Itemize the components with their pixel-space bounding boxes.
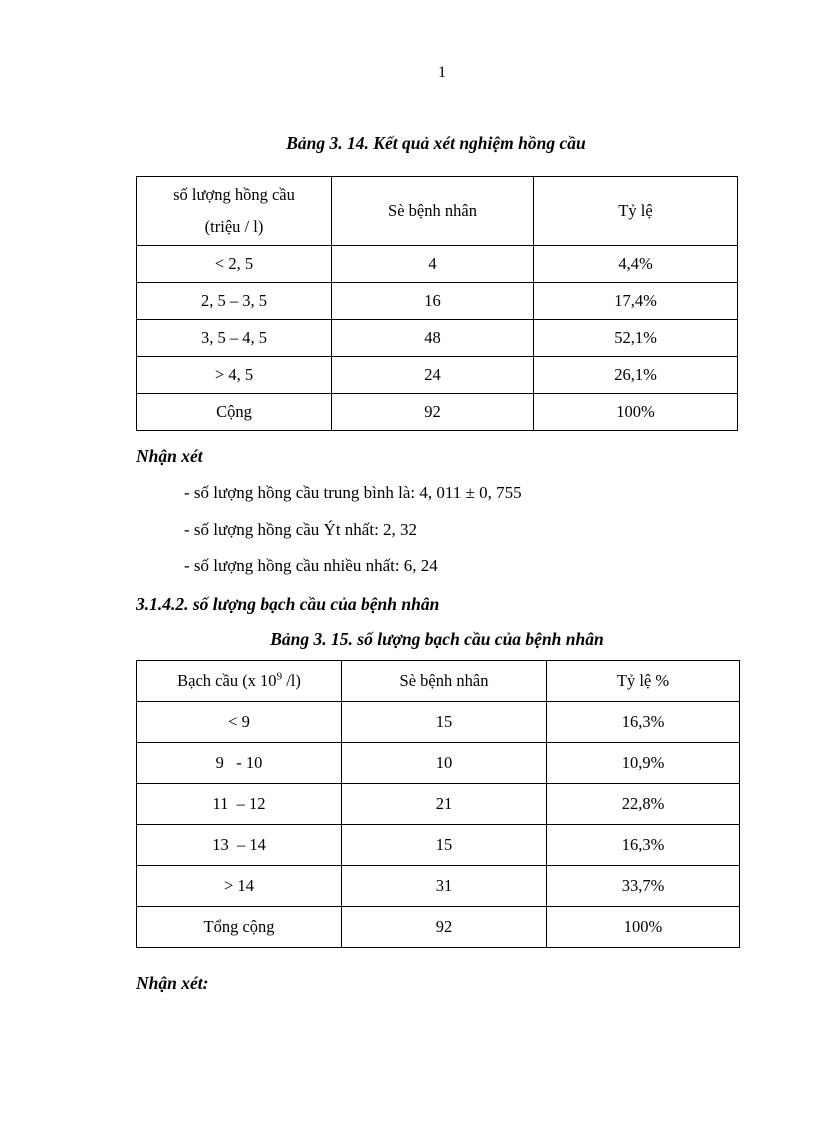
cell-count: 21 [342, 784, 547, 825]
header-rbc-line2: (triệu / l) [204, 217, 264, 236]
cell-ratio: 100% [534, 394, 738, 431]
section-heading: 3.1.4.2. số lượng bạch cầu của bệnh nhân [136, 594, 440, 614]
cell-ratio: 100% [547, 907, 740, 948]
table-row [137, 702, 740, 743]
cell-range: 11 – 12 [137, 784, 342, 825]
table-row [137, 784, 740, 825]
header-cell-ratio: Tỷ lệ % [547, 661, 740, 702]
remark1-bullet-average: - số lượng hồng cầu trung bình là: 4, 011 ± 0, 755 [184, 483, 522, 502]
cell-range: 13 – 14 [137, 825, 342, 866]
cell-ratio: 16,3% [547, 825, 740, 866]
header-cell-rbc-count [137, 177, 332, 246]
cell-count: 4 [332, 246, 534, 283]
cell-range: Cộng [137, 394, 332, 431]
header-cell-patients: Sè bệnh nhân [332, 177, 534, 246]
cell-ratio: 26,1% [534, 357, 738, 394]
table1-caption: Bảng 3. 14. Kết quả xét nghiệm hồng cầu [286, 133, 586, 153]
cell-count: 16 [332, 283, 534, 320]
remark2-heading: Nhận xét: [136, 973, 209, 993]
cell-range: 9 - 10 [137, 743, 342, 784]
cell-count: 92 [342, 907, 547, 948]
cell-range: 2, 5 – 3, 5 [137, 283, 332, 320]
cell-range: 3, 5 – 4, 5 [137, 320, 332, 357]
cell-count: 24 [332, 357, 534, 394]
header-wbc-suffix: /l) [282, 671, 301, 690]
table-row [137, 825, 740, 866]
cell-count: 15 [342, 825, 547, 866]
cell-ratio: 33,7% [547, 866, 740, 907]
table-row [137, 866, 740, 907]
cell-ratio: 16,3% [547, 702, 740, 743]
page-number: 1 [438, 64, 446, 81]
cell-ratio: 17,4% [534, 283, 738, 320]
table-row [137, 320, 738, 357]
remark1-bullet-max: - số lượng hồng cầu nhiều nhất: 6, 24 [184, 556, 438, 575]
cell-range: < 9 [137, 702, 342, 743]
table2-caption: Bảng 3. 15. số lượng bạch cầu của bệnh nhân [270, 629, 604, 649]
header-rbc-line1: số lượng hồng cầu [173, 185, 295, 204]
table-row [137, 283, 738, 320]
cell-range: Tổng cộng [137, 907, 342, 948]
remark1-bullet-min: - số lượng hồng cầu Ýt nhất: 2, 32 [184, 520, 418, 539]
table-total-row [137, 907, 740, 948]
header-wbc-prefix: Bạch cầu (x 10 [177, 671, 277, 690]
cell-count: 10 [342, 743, 547, 784]
header-cell-wbc [137, 661, 342, 702]
cell-count: 15 [342, 702, 547, 743]
header-cell-patients: Sè bệnh nhân [342, 661, 547, 702]
cell-count: 48 [332, 320, 534, 357]
cell-ratio: 52,1% [534, 320, 738, 357]
table-header-row [137, 661, 740, 702]
cell-ratio: 4,4% [534, 246, 738, 283]
red-blood-cell-table [136, 176, 738, 431]
white-blood-cell-table [136, 660, 740, 948]
table-row [137, 743, 740, 784]
cell-range: > 4, 5 [137, 357, 332, 394]
cell-count: 92 [332, 394, 534, 431]
table-row [137, 357, 738, 394]
cell-ratio: 10,9% [547, 743, 740, 784]
header-cell-ratio: Tỷ lệ [534, 177, 738, 246]
cell-range: > 14 [137, 866, 342, 907]
remark1-heading: Nhận xét [136, 446, 203, 466]
cell-count: 31 [342, 866, 547, 907]
table-total-row [137, 394, 738, 431]
header-wbc-exponent: 9 [276, 670, 283, 683]
table-row [137, 246, 738, 283]
cell-range: < 2, 5 [137, 246, 332, 283]
table-header-row [137, 177, 738, 246]
cell-ratio: 22,8% [547, 784, 740, 825]
